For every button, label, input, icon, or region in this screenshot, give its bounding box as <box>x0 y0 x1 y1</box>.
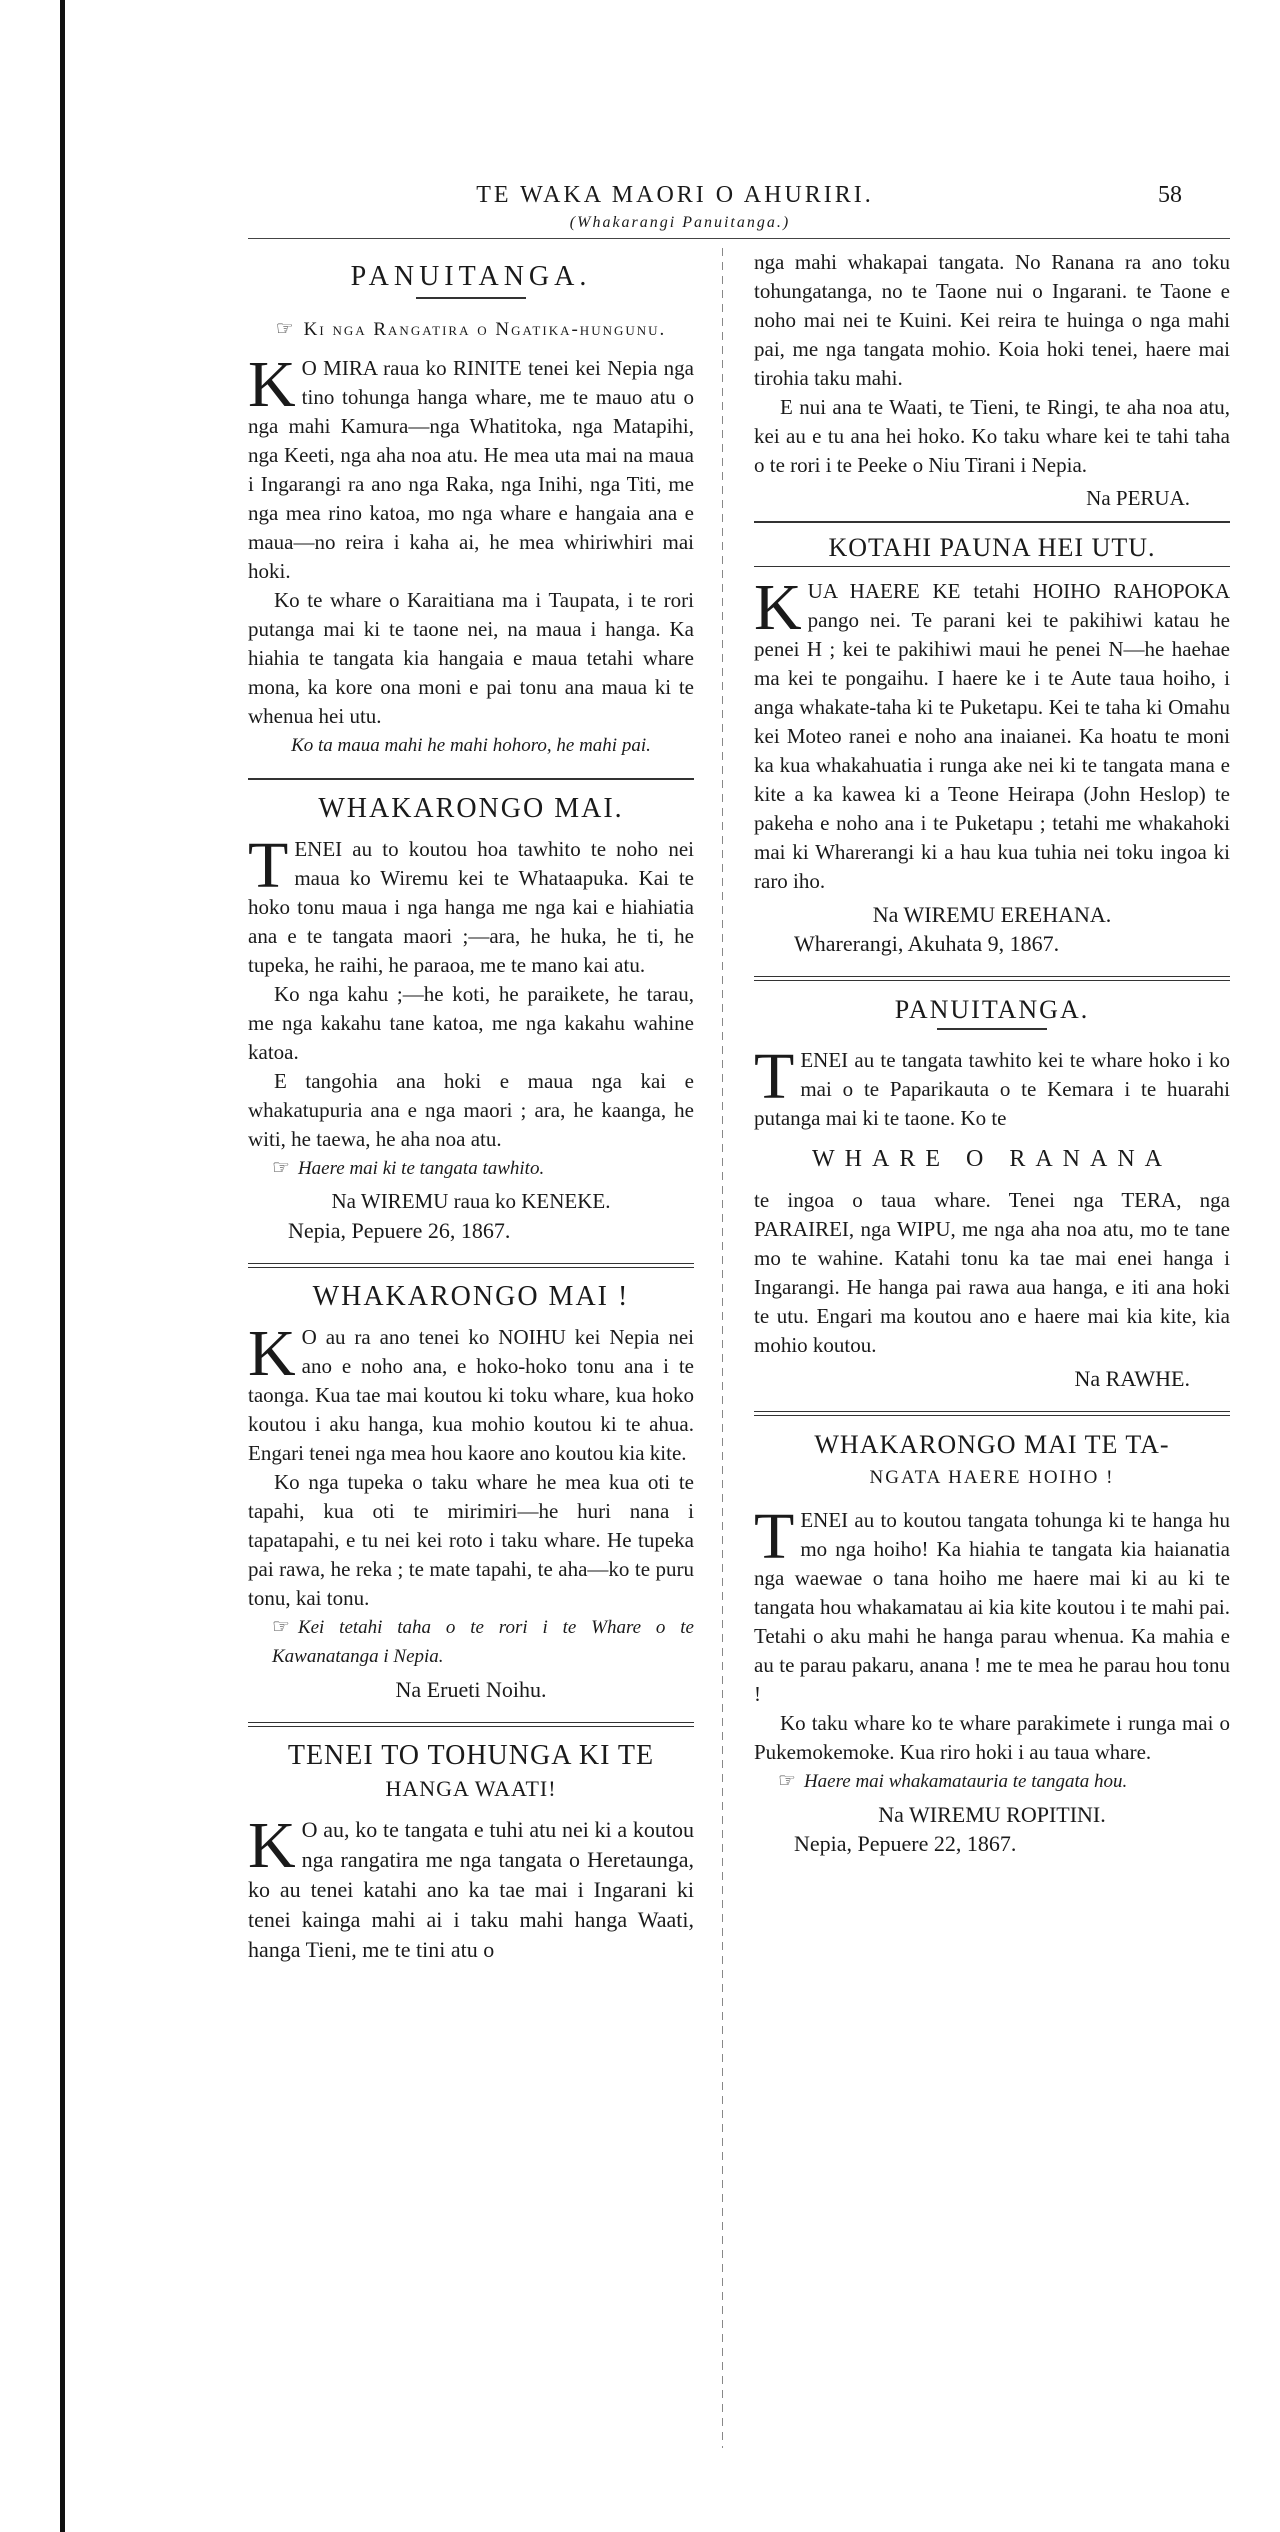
drop-cap: T <box>754 1500 795 1573</box>
notice-paragraph: TENEI au to koutou hoa tawhito te noho nei maua ko Wiremu kei te Whataapuka. Kai te hoko tonu maua i nga hanga me nga kai e hiahiatia ana e te tangata maori ;—ara, he huka, he ti, he tupeka, he raihi, he paraoa, me te mano kai atu. <box>248 829 694 977</box>
pointing-hand-icon: ☞ <box>778 1770 796 1792</box>
section-rule <box>754 521 1230 523</box>
notice-kotahi-pauna <box>754 533 1230 958</box>
notice-panuitanga-left <box>248 262 694 760</box>
section-rule <box>248 778 694 780</box>
notice-note: ☞ Kei tetahi taha o te rori i te Whare o te Kawanatanga i Nepia. <box>272 1613 694 1671</box>
notice-signature: Na WIREMU EREHANA. <box>872 902 1112 927</box>
notice-paragraph: Ko te whare o Karaitiana ma i Taupata, i te rori putanga mai ki te taone nei, na maua i hanga. Ka hiahia te tangata kia hangaia e maua tetahi whare mona, ka kore ona moni e pai tonu ana maua ki te whenua hei utu. <box>248 588 694 728</box>
column-divider <box>722 248 723 2448</box>
notice-paragraph: Ko nga tupeka o taku whare he mea kua oti te tapahi, kua oti te mirimiri—he huri nana i tapatapahi, e tu nei kei roto i taku whare. He tupeka pai rawa, he reka ; te mate tapahi, te aha—ko te puru tonu, kai tonu. <box>248 1470 694 1610</box>
notice-signature: Na WIREMU ROPITINI. <box>878 1802 1106 1827</box>
notice-signature: Na Erueti Noihu. <box>395 1677 547 1702</box>
section-rule <box>248 1263 694 1268</box>
notice-date: Nepia, Pepuere 26, 1867. <box>288 1218 511 1243</box>
notice-signature: Na RAWHE. <box>1074 1366 1190 1391</box>
notice-date: Wharerangi, Akuhata 9, 1867. <box>794 931 1060 956</box>
notice-paragraph: E tangohia ana hoki e maua nga kai e whakatupuria ana e nga maori ; ara, he kaanga, he witi, he taewa, he aha noa atu. <box>248 1069 694 1151</box>
page-number: 58 <box>1158 182 1182 208</box>
notice-panuitanga-right <box>754 995 1230 1393</box>
notice-whakarongo-1 <box>248 794 694 1245</box>
notice-heading-line2: HANGA WAATI! <box>385 1776 557 1801</box>
divider <box>754 566 1230 567</box>
notice-tohunga-waati <box>248 1741 694 1965</box>
notice-signature: Na PERUA. <box>1086 486 1190 510</box>
drop-cap: K <box>248 348 296 421</box>
notice-paragraph: K O MIRA raua ko RINITE tenei kei Nepia nga tino tohunga hanga whare, me te mauo atu o nga mahi Kamura—nga Whatitoka, nga Matapihi, nga Keeti, nga aha noa atu. He mea uta mai na maua i Ingarangi ra ano nga Raka, nga Inihi, nga Titi, me nga mea rino katoa, mo nga whare e hangaia ana e maua—no reira i kaha ai, he mea whiriwhiri mai hoki. <box>248 348 694 583</box>
drop-cap: K <box>248 1317 296 1390</box>
pointing-hand-icon: ☞ <box>272 1157 290 1179</box>
notice-date: Nepia, Pepuere 22, 1867. <box>794 1831 1017 1856</box>
section-rule <box>248 1722 694 1727</box>
notice-paragraph: K O au, ko te tangata e tuhi atu nei ki a koutou nga rangatira me nga tangata o Heretaunga, ko au tenei katahi ano ka tae mai i Ingarani ki tenei kainga mahi ai i taku mahi hanga Waati, hanga Tieni, me te tini atu o <box>248 1809 694 1962</box>
notice-signature: Na WIREMU raua ko KENEKE. <box>331 1189 611 1213</box>
right-column <box>754 248 1230 1858</box>
notice-tohunga-waati-continued <box>754 248 1230 513</box>
notice-note: Ko ta maua mahi he mahi hohoro, he mahi pai. <box>291 735 651 756</box>
notice-paragraph: Ko nga kahu ;—he koti, he paraikete, he tarau, me nga kakahu tane katoa, me nga kakahu wahine katoa. <box>248 982 694 1064</box>
left-column <box>248 248 694 1965</box>
notice-heading: WHAKARONGO MAI TE TA- <box>814 1430 1170 1459</box>
pointing-hand-icon: ☞ <box>272 1616 290 1638</box>
masthead-title: TE WAKA MAORI O AHURIRI. <box>476 182 874 208</box>
masthead-subtitle: (Whakarangi Panuitanga.) <box>569 214 791 231</box>
notice-heading: WHAKARONGO MAI. <box>318 793 624 824</box>
drop-cap: T <box>248 829 289 902</box>
divider <box>416 297 526 299</box>
notice-note: ☞ Haere mai ki te tangata tawhito. <box>272 1154 694 1183</box>
notice-note: ☞ Haere mai whakamatauria te tangata hou. <box>778 1767 1230 1796</box>
notice-heading: PANUITANGA. <box>350 261 592 292</box>
notice-paragraph: TENEI au to koutou tangata tohunga ki te hanga hu mo nga hoiho! Ka hiahia te tangata kia haianatia nga waewae o tana hoiho me haere mai ki au ki te tangata hou whakamatau ai kia kite koutou i te mahi pai. Tetahi o aku mahi he hanga parau whenua. Ka mahia e au te parau pakaru, anana ! me te mea he parau hou tonu ! <box>754 1500 1230 1706</box>
notice-tangata-hoiho <box>754 1430 1230 1858</box>
section-rule <box>754 1411 1230 1416</box>
notice-paragraph: KUA HAERE KE tetahi HOIHO RAHOPOKA pango nei. Te parani kei te pakihiwi katau he penei H ; kei te pakihiwi maui he penei N—he haehae ma kei te pongaihu. I haere ke i te Aute taua hoiho, i anga whakate-taha ki te Puketapu. Kei te taha ki Omahu kei Moteo ranei e noho ana inaianei. Ka hoatu te moni ka kua whakahuatia i runga ake nei ki te tangata mana e kite a ka kawea ki a Teone Heirapa (John Heslop) te pakeha e noho ana i te Puketapu ; tetahi me whakahoki mai ki Wharerangi ki a hau kua tuhia nei toku ingoa ki raro iho. <box>754 571 1230 893</box>
notice-paragraph: te ingoa o taua whare. Tenei nga TERA, nga PARAIREI, nga WIPU, me nga aha noa atu, mo te tane mo te wahine. Katahi tonu ka tae mai enei hanga i Ingarangi. He hanga pai rawa aua hanga, e iti ana hoki te utu. Engari ma koutou ano e haere mai kia kite, kia mohio koutou. <box>754 1188 1230 1357</box>
notice-heading: TENEI TO TOHUNGA KI TE <box>287 1740 655 1771</box>
notice-heading: KOTAHI PAUNA HEI UTU. <box>828 533 1156 562</box>
notice-paragraph: K O au ra ano tenei ko NOIHU kei Nepia nei ano e noho ana, e hoko-hoko tonu ana i te taonga. Kua tae mai koutou ki toku whare, kua hoko koutou i aku hanga, kua mohio koutou ki te ahua. Engari tenei nga mea hou kaore ano koutou kia kite. <box>248 1317 694 1465</box>
notice-heading: PANUITANGA. <box>894 995 1090 1024</box>
binding-edge <box>60 0 65 2532</box>
drop-cap: K <box>248 1809 296 1882</box>
notice-paragraph: Ko taku whare ko te whare parakimete i runga mai o Pukemokemoke. Kua riro hoki i au taua whare. <box>754 1711 1230 1764</box>
section-rule <box>754 976 1230 981</box>
shop-name: WHARE O RANANA <box>812 1146 1172 1172</box>
divider <box>937 1028 1047 1030</box>
pointing-hand-icon: ☞ <box>275 318 296 340</box>
drop-cap: T <box>754 1040 795 1113</box>
notice-paragraph: nga mahi whakapai tangata. No Ranana ra ano toku tohungatanga, no te Taone nui o Ingarani. te Taone e noho mai nei te Kuini. Kei reira te huinga o nga mahi pai, me nga tangata mohio. Koia hoki tenei, haere mai tirohia taku mahi. <box>754 250 1230 390</box>
notice-whakarongo-2 <box>248 1282 694 1704</box>
notice-heading-line2: NGATA HAERE HOIHO ! <box>869 1467 1115 1488</box>
notice-subheading: ☞ Ki nga Rangatira o Ngatika-hungunu. <box>248 315 694 344</box>
drop-cap: K <box>754 571 802 644</box>
notice-paragraph: TENEI au te tangata tawhito kei te whare hoko i ko mai o te Paparikauta o te Kemara i te huarahi putanga mai ki te taone. Ko te <box>754 1040 1230 1130</box>
notice-paragraph: E nui ana te Waati, te Tieni, te Ringi, te aha noa atu, kei au e tu ana hei hoko. Ko taku whare kei te tahi taha o te rori i te Peeke o Niu Tirani i Nepia. <box>754 395 1230 477</box>
header-rule <box>248 238 1230 239</box>
notice-heading: WHAKARONGO MAI ! <box>312 1281 630 1312</box>
